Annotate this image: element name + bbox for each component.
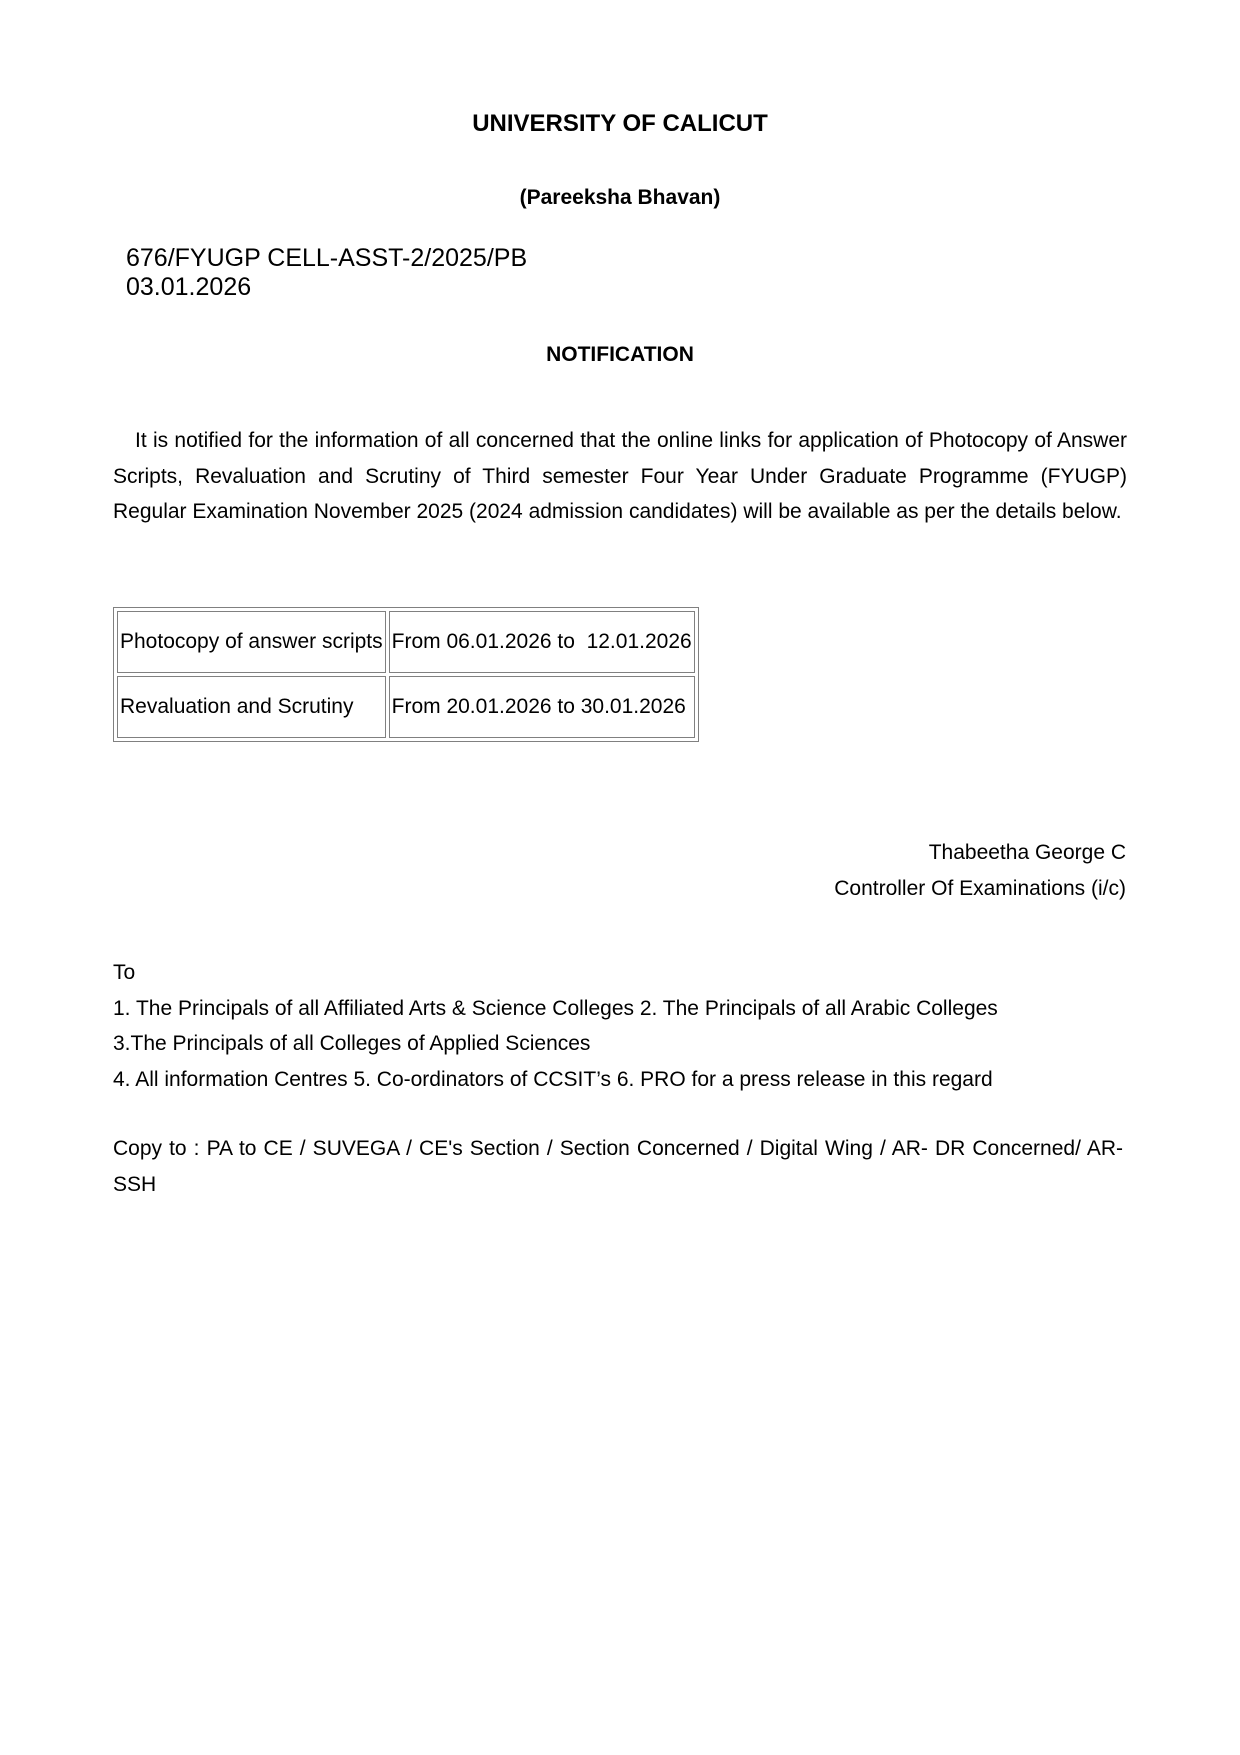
copy-to: Copy to : PA to CE / SUVEGA / CE's Section / Section Concerned / Digital Wing / AR- DR Concerned/ AR-SSH [113, 1137, 1123, 1196]
recipients-block [113, 955, 1123, 1097]
recipient-line: 4. All information Centres 5. Co-ordinators of CCSIT’s 6. PRO for a press release in this regard [113, 1067, 993, 1091]
schedule-item: Revaluation and Scrutiny [117, 676, 386, 738]
issue-date: 03.01.2026 [126, 273, 252, 301]
recipient-line: 3.The Principals of all Colleges of Applied Sciences [113, 1032, 591, 1055]
recipients-label: To [113, 961, 136, 984]
notification-heading: NOTIFICATION [546, 343, 694, 366]
table-row [117, 676, 695, 738]
schedule-table [113, 607, 699, 742]
schedule-period: From 06.01.2026 to 12.01.2026 [389, 611, 695, 673]
recipient-line: 1. The Principals of all Affiliated Arts & Science Colleges 2. The Principals of all Arabic Colleges [113, 996, 998, 1020]
notification-body: It is notified for the information of all concerned that the online links for application of Photocopy of Answer Scripts, Revaluation and Scrutiny of Third semester Four Year Under Graduate Programme (FYUGP) Regular Examination November 2025 (2024 admission candidates) will be available as per the details below. [113, 429, 1127, 523]
university-title: UNIVERSITY OF CALICUT [472, 110, 768, 137]
schedule-period: From 20.01.2026 to 30.01.2026 [389, 676, 695, 738]
signatory-designation: Controller Of Examinations (i/c) [834, 876, 1126, 900]
reference-number: 676/FYUGP CELL-ASST-2/2025/PB [126, 244, 528, 272]
reference-block [126, 244, 527, 302]
signatory-name: Thabeetha George C [928, 841, 1126, 864]
table-row [117, 611, 695, 673]
schedule-item: Photocopy of answer scripts [117, 611, 386, 673]
signature-block [834, 835, 1126, 906]
office-subtitle: (Pareeksha Bhavan) [519, 186, 721, 209]
